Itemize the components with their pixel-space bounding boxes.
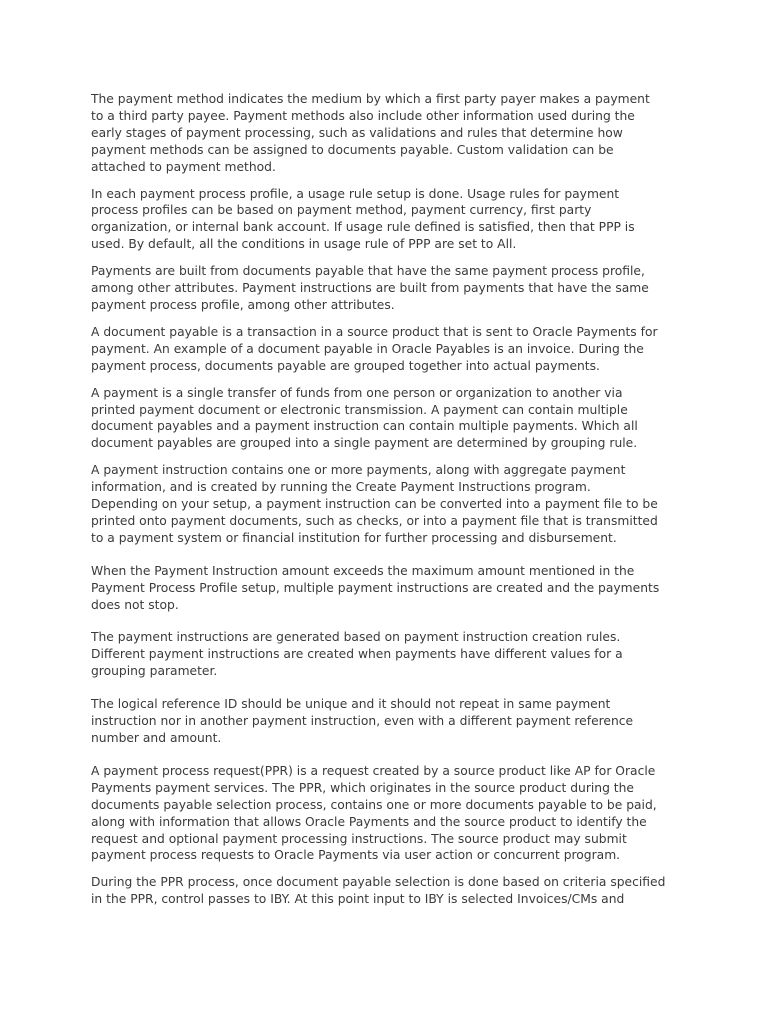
text-line: early stages of payment processing, such as validations and rules that determine how	[91, 125, 623, 140]
text-line: document payables are grouped into a single payment are determined by grouping rule.	[91, 436, 638, 451]
text-line: documents payable selection process, contains one or more documents payable to be paid,	[91, 797, 657, 812]
text-line: The logical reference ID should be unique and it should not repeat in same payment	[91, 697, 611, 712]
text-line: information, and is created by running the Create Payment Instructions program.	[91, 480, 591, 495]
text-line: instruction nor in another payment instruction, even with a different payment reference	[91, 714, 634, 729]
paragraph-instruction-amount	[91, 563, 681, 614]
text-line: Different payment instructions are created when payments have different values for a	[91, 647, 623, 662]
text-line: The payment instructions are generated based on payment instruction creation rules.	[91, 630, 621, 645]
text-line: process profiles can be based on payment method, payment currency, first party	[91, 203, 592, 218]
text-line: organization, or internal bank account. If usage rule defined is satisfied, then that PPP is	[91, 220, 635, 235]
text-line: A payment is a single transfer of funds from one person or organization to another via	[91, 385, 623, 400]
paragraph-payment-definition	[91, 385, 681, 453]
text-line: along with information that allows Oracle Payments and the source product to identify the	[91, 814, 647, 829]
text-line: In each payment process profile, a usage rule setup is done. Usage rules for payment	[91, 186, 620, 201]
text-line: payment. An example of a document payable in Oracle Payables is an invoice. During the	[91, 341, 644, 356]
paragraph-payment-method	[91, 91, 681, 176]
text-line: Payments payment services. The PPR, which originates in the source product during the	[91, 780, 634, 795]
text-line: A payment process request(PPR) is a request created by a source product like AP for Oracle	[91, 763, 656, 778]
paragraph-instruction-creation-rules	[91, 629, 681, 680]
text-line: in the PPR, control passes to IBY. At this point input to IBY is selected Invoices/CMs and	[91, 892, 625, 907]
paragraph-ppr	[91, 763, 681, 864]
text-line: Payment Process Profile setup, multiple payment instructions are created and the payments	[91, 580, 660, 595]
document-body	[91, 91, 681, 908]
text-line: to a third party payee. Payment methods also include other information used during the	[91, 108, 635, 123]
text-line: payment process profile, among other attributes.	[91, 297, 395, 312]
text-line: does not stop.	[91, 597, 179, 612]
text-line: payment process, documents payable are grouped together into actual payments.	[91, 358, 600, 373]
text-line: printed onto payment documents, such as checks, or into a payment file that is transmitted	[91, 513, 658, 528]
text-line: A document payable is a transaction in a source product that is sent to Oracle Payments for	[91, 324, 658, 339]
text-line: Depending on your setup, a payment instruction can be converted into a payment file to be	[91, 497, 658, 512]
paragraph-usage-rule	[91, 186, 681, 254]
text-line: A payment instruction contains one or more payments, along with aggregate payment	[91, 463, 626, 478]
paragraph-ppr-process	[91, 874, 681, 908]
text-line: number and amount.	[91, 731, 222, 745]
text-line: request and optional payment processing instructions. The source product may submit	[91, 831, 627, 846]
text-line: attached to payment method.	[91, 159, 276, 174]
paragraph-payments-built	[91, 263, 681, 314]
text-line: grouping parameter.	[91, 664, 218, 679]
text-line: The payment method indicates the medium by which a first party payer makes a payment	[91, 92, 650, 106]
text-line: among other attributes. Payment instructions are built from payments that have the same	[91, 281, 649, 296]
text-line: payment methods can be assigned to documents payable. Custom validation can be	[91, 142, 614, 157]
paragraph-document-payable	[91, 324, 681, 375]
paragraph-payment-instruction	[91, 462, 681, 547]
text-line: Payments are built from documents payable that have the same payment process profile,	[91, 264, 645, 279]
text-line: document payables and a payment instruction can contain multiple payments. Which all	[91, 419, 638, 434]
text-line: to a payment system or financial institution for further processing and disbursement.	[91, 530, 617, 545]
text-line: payment process requests to Oracle Payments via user action or concurrent program.	[91, 848, 621, 863]
text-line: During the PPR process, once document payable selection is done based on criteria specified	[91, 875, 666, 890]
text-line: used. By default, all the conditions in usage rule of PPP are set to All.	[91, 237, 517, 252]
text-line: printed payment document or electronic transmission. A payment can contain multiple	[91, 402, 628, 417]
text-line: When the Payment Instruction amount exceeds the maximum amount mentioned in the	[91, 563, 635, 578]
paragraph-logical-reference	[91, 696, 681, 747]
